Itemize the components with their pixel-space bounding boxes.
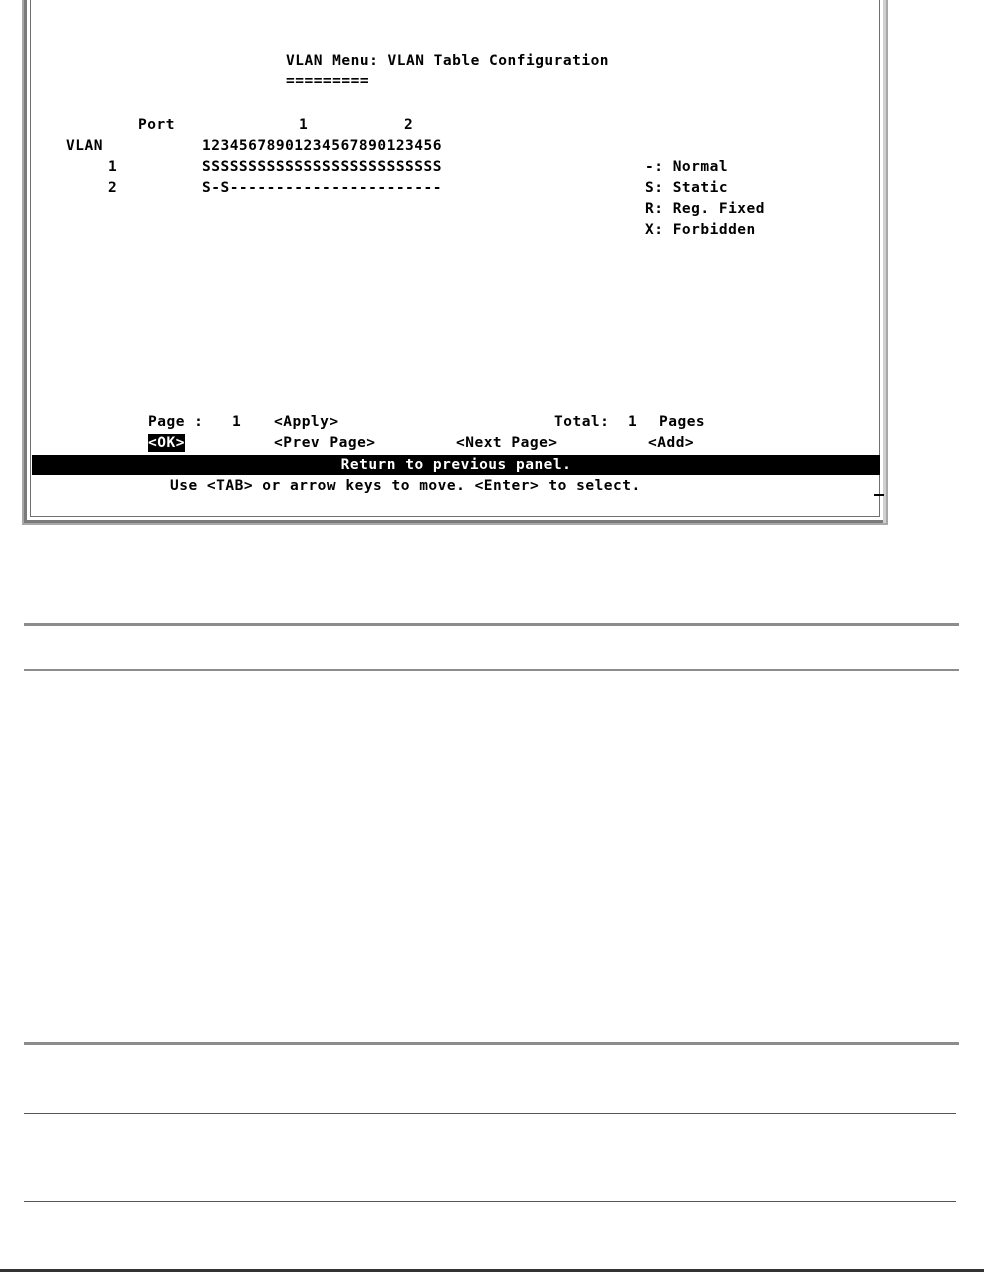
status-bar	[32, 455, 880, 475]
vlan-row-ports[interactable]: SSSSSSSSSSSSSSSSSSSSSSSSSS	[202, 159, 442, 175]
vlan-row-id: 2	[108, 180, 118, 196]
status-message: Return to previous panel.	[340, 457, 572, 473]
page-bottom-rule	[0, 1269, 984, 1272]
add-button[interactable]: <Add>	[648, 435, 695, 451]
total-pages-value: 1	[628, 414, 638, 430]
divider	[24, 669, 959, 671]
page-number[interactable]: 1	[232, 414, 242, 430]
next-page-button[interactable]: <Next Page>	[456, 435, 558, 451]
terminal-window	[22, 0, 888, 525]
legend-normal: -: Normal	[645, 159, 729, 175]
legend-forbidden: X: Forbidden	[645, 222, 756, 238]
legend-reg-fixed: R: Reg. Fixed	[645, 201, 765, 217]
title-underline: =========	[286, 73, 370, 89]
divider	[24, 1113, 956, 1114]
help-text: Use <TAB> or arrow keys to move. <Enter> to select.	[170, 478, 641, 494]
prev-page-button[interactable]: <Prev Page>	[274, 435, 376, 451]
total-label: Total:	[554, 414, 610, 430]
divider	[24, 623, 959, 626]
port-decade-1: 1	[299, 117, 309, 133]
divider	[24, 1042, 959, 1045]
divider	[24, 1201, 956, 1202]
pages-label: Pages	[659, 414, 706, 430]
vlan-label: VLAN	[66, 138, 103, 154]
ok-button[interactable]: <OK>	[148, 435, 185, 451]
apply-button[interactable]: <Apply>	[274, 414, 339, 430]
port-label: Port	[138, 117, 175, 133]
vlan-row-id: 1	[108, 159, 118, 175]
page-title: VLAN Menu: VLAN Table Configuration	[286, 53, 610, 69]
vlan-row-ports[interactable]: S-S-----------------------	[202, 180, 442, 196]
port-decade-2: 2	[404, 117, 414, 133]
text-cursor	[874, 494, 884, 496]
port-numbers: 12345678901234567890123456	[202, 138, 442, 154]
page-label: Page :	[148, 414, 204, 430]
legend-static: S: Static	[645, 180, 729, 196]
